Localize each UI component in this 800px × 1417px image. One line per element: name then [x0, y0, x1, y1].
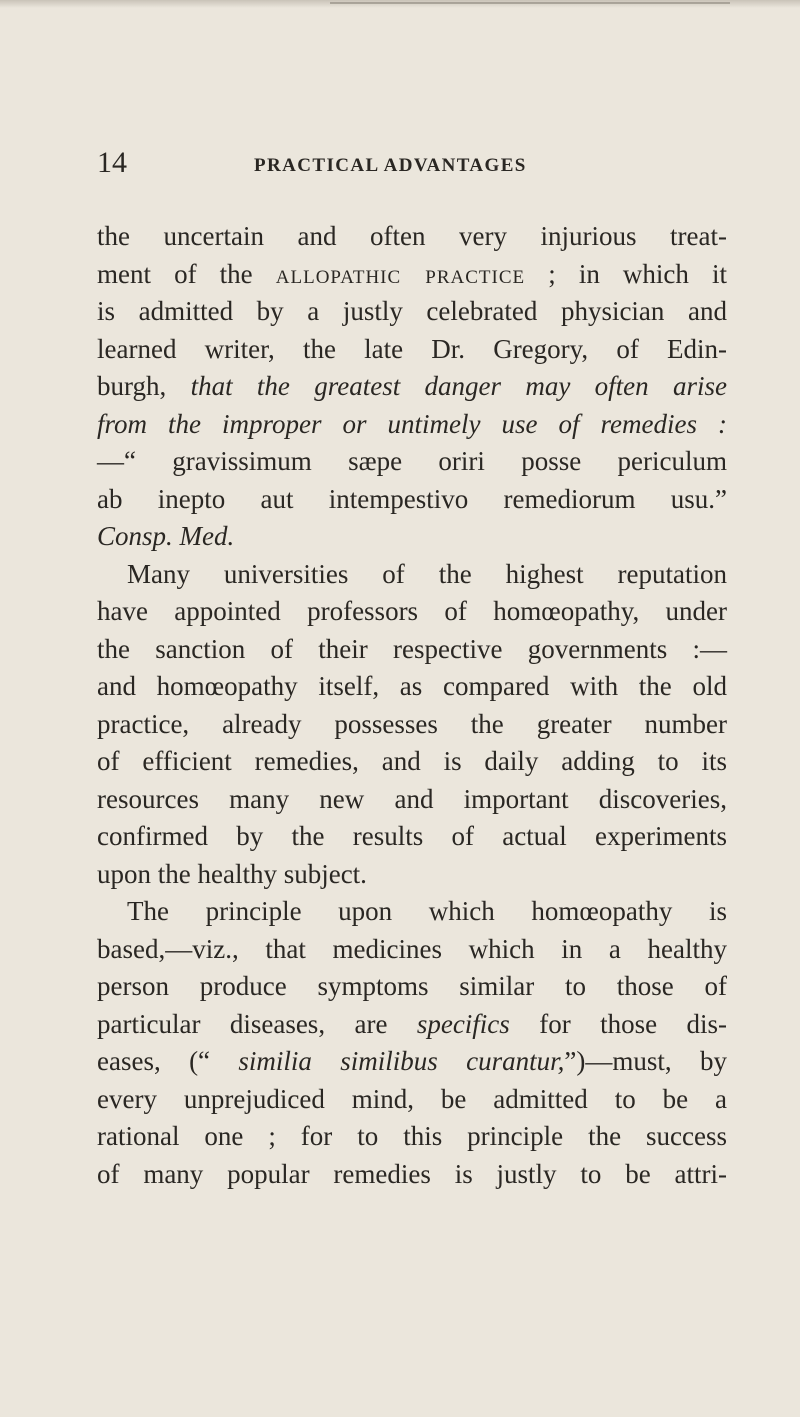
- text-line: [97, 368, 727, 406]
- text-span: eases, (“: [97, 1046, 239, 1076]
- text-line: [97, 1006, 727, 1044]
- running-title: PRACTICAL ADVANTAGES: [254, 155, 527, 176]
- text-line: the uncertain and often very injurious treat-: [97, 221, 727, 251]
- citation: Consp. Med.: [97, 521, 235, 551]
- text-span: ”)—must, by: [564, 1046, 727, 1076]
- text-line: is admitted by a justly celebrated physician and: [97, 296, 727, 326]
- text-span: ment of the: [97, 258, 276, 289]
- text-line: [97, 256, 727, 294]
- page-edge-mark: [330, 2, 730, 4]
- text-line: from the improper or untimely use of remedies :: [97, 408, 727, 439]
- page-header: [0, 145, 800, 185]
- text-line: confirmed by the results of actual experiments: [97, 821, 727, 851]
- text-line: of efficient remedies, and is daily adding to its: [97, 746, 727, 776]
- text-line: learned writer, the late Dr. Gregory, of Edin-: [97, 333, 727, 364]
- text-line: The principle upon which homœopathy is: [127, 896, 727, 926]
- text-line: ab inepto aut intempestivo remediorum usu.”: [97, 483, 727, 514]
- text-line: the sanction of their respective governments :—: [97, 633, 727, 664]
- latin-motto: similia similibus curantur,: [238, 1046, 565, 1076]
- text-line: Many universities of the highest reputation: [127, 558, 727, 589]
- text-line: [97, 1043, 727, 1081]
- text-line: based,—viz., that medicines which in a healthy: [97, 933, 727, 964]
- italic-term: specifics: [416, 1008, 510, 1039]
- text-line: and homœopathy itself, as compared with the old: [97, 671, 727, 701]
- text-line: have appointed professors of homœopathy, under: [97, 596, 727, 626]
- italic-quote: that the greatest danger may often arise: [190, 371, 727, 401]
- body-text: [97, 218, 727, 1193]
- text-line: person produce symptoms similar to those of: [97, 971, 727, 1001]
- text-span: ; in which it: [525, 258, 728, 289]
- text-line: practice, already possesses the greater number: [97, 708, 727, 739]
- text-line: —“ gravissimum sæpe oriri posse periculum: [97, 446, 727, 476]
- text-span: for those dis-: [509, 1008, 727, 1039]
- text-span: particular diseases, are: [97, 1008, 417, 1039]
- page-number: 14: [97, 146, 127, 179]
- text-span: burgh,: [97, 371, 191, 401]
- small-caps-term: allopathic practice: [275, 258, 526, 289]
- text-line: of many popular remedies is justly to be attri-: [97, 1158, 727, 1189]
- text-line: every unprejudiced mind, be admitted to be a: [97, 1083, 727, 1114]
- text-line: upon the healthy subject.: [97, 858, 367, 889]
- text-line: resources many new and important discoveries,: [97, 783, 727, 814]
- text-line: rational one ; for to this principle the success: [97, 1121, 727, 1151]
